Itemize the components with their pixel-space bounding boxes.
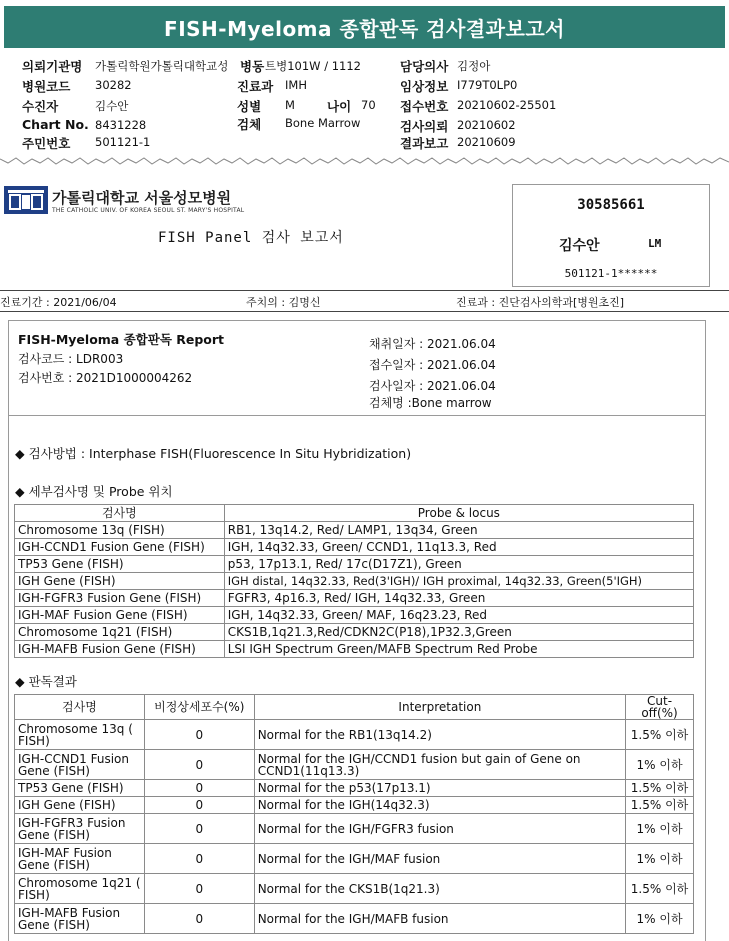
probe-test-name: TP53 Gene (FISH)	[15, 556, 225, 573]
result-abnormal-count: 0	[144, 797, 254, 814]
clinical-label: 임상정보	[400, 79, 449, 94]
hospital-code-label: 병원코드	[22, 79, 71, 94]
result-cutoff: 1.5% 이하	[626, 797, 694, 814]
result-interpretation: Normal for the RB1(13q14.2)	[254, 720, 625, 750]
ward-label: 병동	[240, 59, 265, 74]
torn-divider	[0, 156, 729, 166]
request-label: 검사의뢰	[400, 119, 449, 134]
table-row	[15, 641, 694, 658]
table-row	[15, 814, 694, 844]
patient-registration: 501121-1******	[564, 267, 658, 280]
result-interpretation: Normal for the p53(17p13.1)	[254, 780, 625, 797]
age-label: 나이	[327, 99, 352, 114]
panel-title: FISH Panel 검사 보고서	[158, 230, 344, 246]
probe-locus: FGFR3, 4p16.3, Red/ IGH, 14q32.33, Green	[224, 590, 693, 607]
table-row	[15, 590, 694, 607]
attending-physician: 주치의 : 김명신	[246, 296, 321, 309]
result-test-name: IGH-MAFB Fusion Gene (FISH)	[15, 904, 145, 934]
institution-label: 의뢰기관명	[22, 59, 83, 74]
result-cutoff: 1.5% 이하	[626, 780, 694, 797]
table-row	[15, 904, 694, 934]
specimen-value: Bone Marrow	[285, 116, 361, 130]
hospital-logo-icon	[4, 186, 48, 214]
result-abnormal-count: 0	[144, 750, 254, 780]
probe-locus: IGH distal, 14q32.33, Red(3'IGH)/ IGH proximal, 14q32.33, Green(5'IGH)	[224, 573, 693, 590]
table-row	[15, 624, 694, 641]
result-header-interpretation: Interpretation	[254, 695, 625, 720]
visit-dept: 진료과 : 진단검사의학과[병원초진]	[456, 296, 625, 309]
probe-locus: IGH, 14q32.33, Green/ MAF, 16q23.23, Red	[224, 607, 693, 624]
age-value: 70	[361, 98, 376, 112]
result-test-name: Chromosome 1q21 ( FISH)	[15, 874, 145, 904]
probe-locus: LSI IGH Spectrum Green/MAFB Spectrum Red Probe	[224, 641, 693, 658]
table-row	[15, 522, 694, 539]
dept-label: 진료과	[237, 79, 274, 94]
table-row	[15, 797, 694, 814]
probe-table	[14, 504, 694, 658]
probe-header-test: 검사명	[15, 505, 225, 522]
result-test-name: IGH-CCND1 Fusion Gene (FISH)	[15, 750, 145, 780]
dept-value: IMH	[285, 78, 307, 92]
probe-locus: CKS1B,1q21.3,Red/CDKN2C(P18),1P32.3,Green	[224, 624, 693, 641]
patient-info	[0, 57, 729, 153]
probe-test-name: IGH-MAFB Fusion Gene (FISH)	[15, 641, 225, 658]
patient-name: 김수안	[559, 238, 600, 254]
received-date: 접수일자 : 2021.06.04	[369, 358, 496, 372]
probe-test-name: IGH-FGFR3 Fusion Gene (FISH)	[15, 590, 225, 607]
result-abnormal-count: 0	[144, 780, 254, 797]
result-abnormal-count: 0	[144, 844, 254, 874]
result-interpretation: Normal for the IGH/MAFB fusion	[254, 904, 625, 934]
probe-test-name: IGH-CCND1 Fusion Gene (FISH)	[15, 539, 225, 556]
result-section-title: ◆ 판독결과	[15, 674, 77, 689]
probe-locus: IGH, 14q32.33, Green/ CCND1, 11q13.3, Red	[224, 539, 693, 556]
table-row	[15, 750, 694, 780]
result-cutoff: 1.5% 이하	[626, 720, 694, 750]
patient-sex: LM	[648, 237, 662, 250]
collected-date: 채취일자 : 2021.06.04	[369, 337, 496, 351]
rrn-label: 주민번호	[22, 136, 71, 151]
test-number: 검사번호 : 2021D1000004262	[18, 371, 193, 385]
result-interpretation: Normal for the CKS1B(1q21.3)	[254, 874, 625, 904]
result-abnormal-count: 0	[144, 720, 254, 750]
hospital-name: 가톨릭대학교 서울성모병원	[52, 189, 232, 207]
table-row	[15, 539, 694, 556]
rrn-value: 501121-1	[95, 135, 151, 149]
table-row	[15, 556, 694, 573]
table-row	[15, 780, 694, 797]
table-row	[15, 844, 694, 874]
probe-table-header	[15, 505, 694, 522]
result-interpretation: Normal for the IGH/MAF fusion	[254, 844, 625, 874]
result-abnormal-count: 0	[144, 814, 254, 844]
ward-value: 트병101W / 1112	[265, 59, 361, 73]
result-table-header	[15, 695, 694, 720]
tested-date: 검사일자 : 2021.06.04	[369, 379, 496, 393]
result-abnormal-count: 0	[144, 874, 254, 904]
institution-value: 가톨릭학원가톨릭대학교성	[95, 59, 229, 73]
result-report-label: 결과보고	[400, 136, 449, 151]
probe-section-title: ◆ 세부검사명 및 Probe 위치	[15, 484, 173, 499]
probe-header-locus: Probe & locus	[224, 505, 693, 522]
doctor-label: 담당의사	[400, 59, 449, 74]
receipt-label: 접수번호	[400, 99, 449, 114]
result-table	[14, 694, 694, 934]
result-header-test: 검사명	[15, 695, 145, 720]
probe-locus: RB1, 13q14.2, Red/ LAMP1, 13q34, Green	[224, 522, 693, 539]
receipt-value: 20210602-25501	[457, 98, 557, 112]
recipient-value: 김수안	[95, 99, 129, 113]
clinical-value: I779T0LP0	[457, 78, 518, 92]
probe-locus: p53, 17p13.1, Red/ 17c(D17Z1), Green	[224, 556, 693, 573]
sex-value: M	[285, 98, 295, 112]
table-row	[15, 874, 694, 904]
result-test-name: TP53 Gene (FISH)	[15, 780, 145, 797]
result-cutoff: 1% 이하	[626, 844, 694, 874]
specimen-label: 검체	[237, 117, 262, 132]
result-test-name: Chromosome 13q ( FISH)	[15, 720, 145, 750]
sex-label: 성별	[237, 99, 262, 114]
table-row	[15, 720, 694, 750]
test-code: 검사코드 : LDR003	[18, 352, 124, 366]
result-header-abnormal: 비정상세포수(%)	[144, 695, 254, 720]
hospital-subtitle: THE CATHOLIC UNIV. OF KOREA SEOUL ST. MARY'S HOSPITAL	[52, 207, 245, 214]
probe-test-name: IGH Gene (FISH)	[15, 573, 225, 590]
probe-test-name: IGH-MAF Fusion Gene (FISH)	[15, 607, 225, 624]
result-test-name: IGH-FGFR3 Fusion Gene (FISH)	[15, 814, 145, 844]
result-cutoff: 1.5% 이하	[626, 874, 694, 904]
specimen-name: 검체명 :Bone marrow	[369, 396, 492, 410]
report-header	[9, 321, 705, 416]
chart-label: Chart No.	[22, 117, 89, 132]
visit-period: 진료기간 : 2021/06/04	[0, 296, 117, 309]
hospital-header	[0, 176, 729, 296]
patient-number: 30585661	[577, 197, 645, 213]
probe-test-name: Chromosome 1q21 (FISH)	[15, 624, 225, 641]
recipient-label: 수진자	[22, 99, 59, 114]
probe-test-name: Chromosome 13q (FISH)	[15, 522, 225, 539]
doctor-value: 김정아	[457, 59, 491, 73]
patient-id-box	[512, 184, 710, 287]
result-report-value: 20210609	[457, 135, 516, 149]
visit-strip	[0, 290, 729, 312]
table-row	[15, 573, 694, 590]
chart-value: 8431228	[95, 118, 147, 132]
request-value: 20210602	[457, 118, 516, 132]
report-title: FISH-Myeloma 종합판독 검사결과보고서	[4, 6, 725, 48]
result-interpretation: Normal for the IGH/CCND1 fusion but gain of Gene on CCND1(11q13.3)	[254, 750, 625, 780]
method-line: ◆ 검사방법 : Interphase FISH(Fluorescence In Situ Hybridization)	[15, 446, 412, 461]
hospital-code-value: 30282	[95, 78, 132, 92]
result-cutoff: 1% 이하	[626, 750, 694, 780]
table-row	[15, 607, 694, 624]
report-body	[8, 320, 706, 941]
report-title-bar	[0, 0, 729, 56]
report-name: FISH-Myeloma 종합판독 Report	[18, 332, 225, 347]
result-test-name: IGH Gene (FISH)	[15, 797, 145, 814]
result-cutoff: 1% 이하	[626, 814, 694, 844]
result-interpretation: Normal for the IGH/FGFR3 fusion	[254, 814, 625, 844]
result-test-name: IGH-MAF Fusion Gene (FISH)	[15, 844, 145, 874]
result-abnormal-count: 0	[144, 904, 254, 934]
result-cutoff: 1% 이하	[626, 904, 694, 934]
result-interpretation: Normal for the IGH(14q32.3)	[254, 797, 625, 814]
result-header-cutoff: Cut-off(%)	[626, 695, 694, 720]
